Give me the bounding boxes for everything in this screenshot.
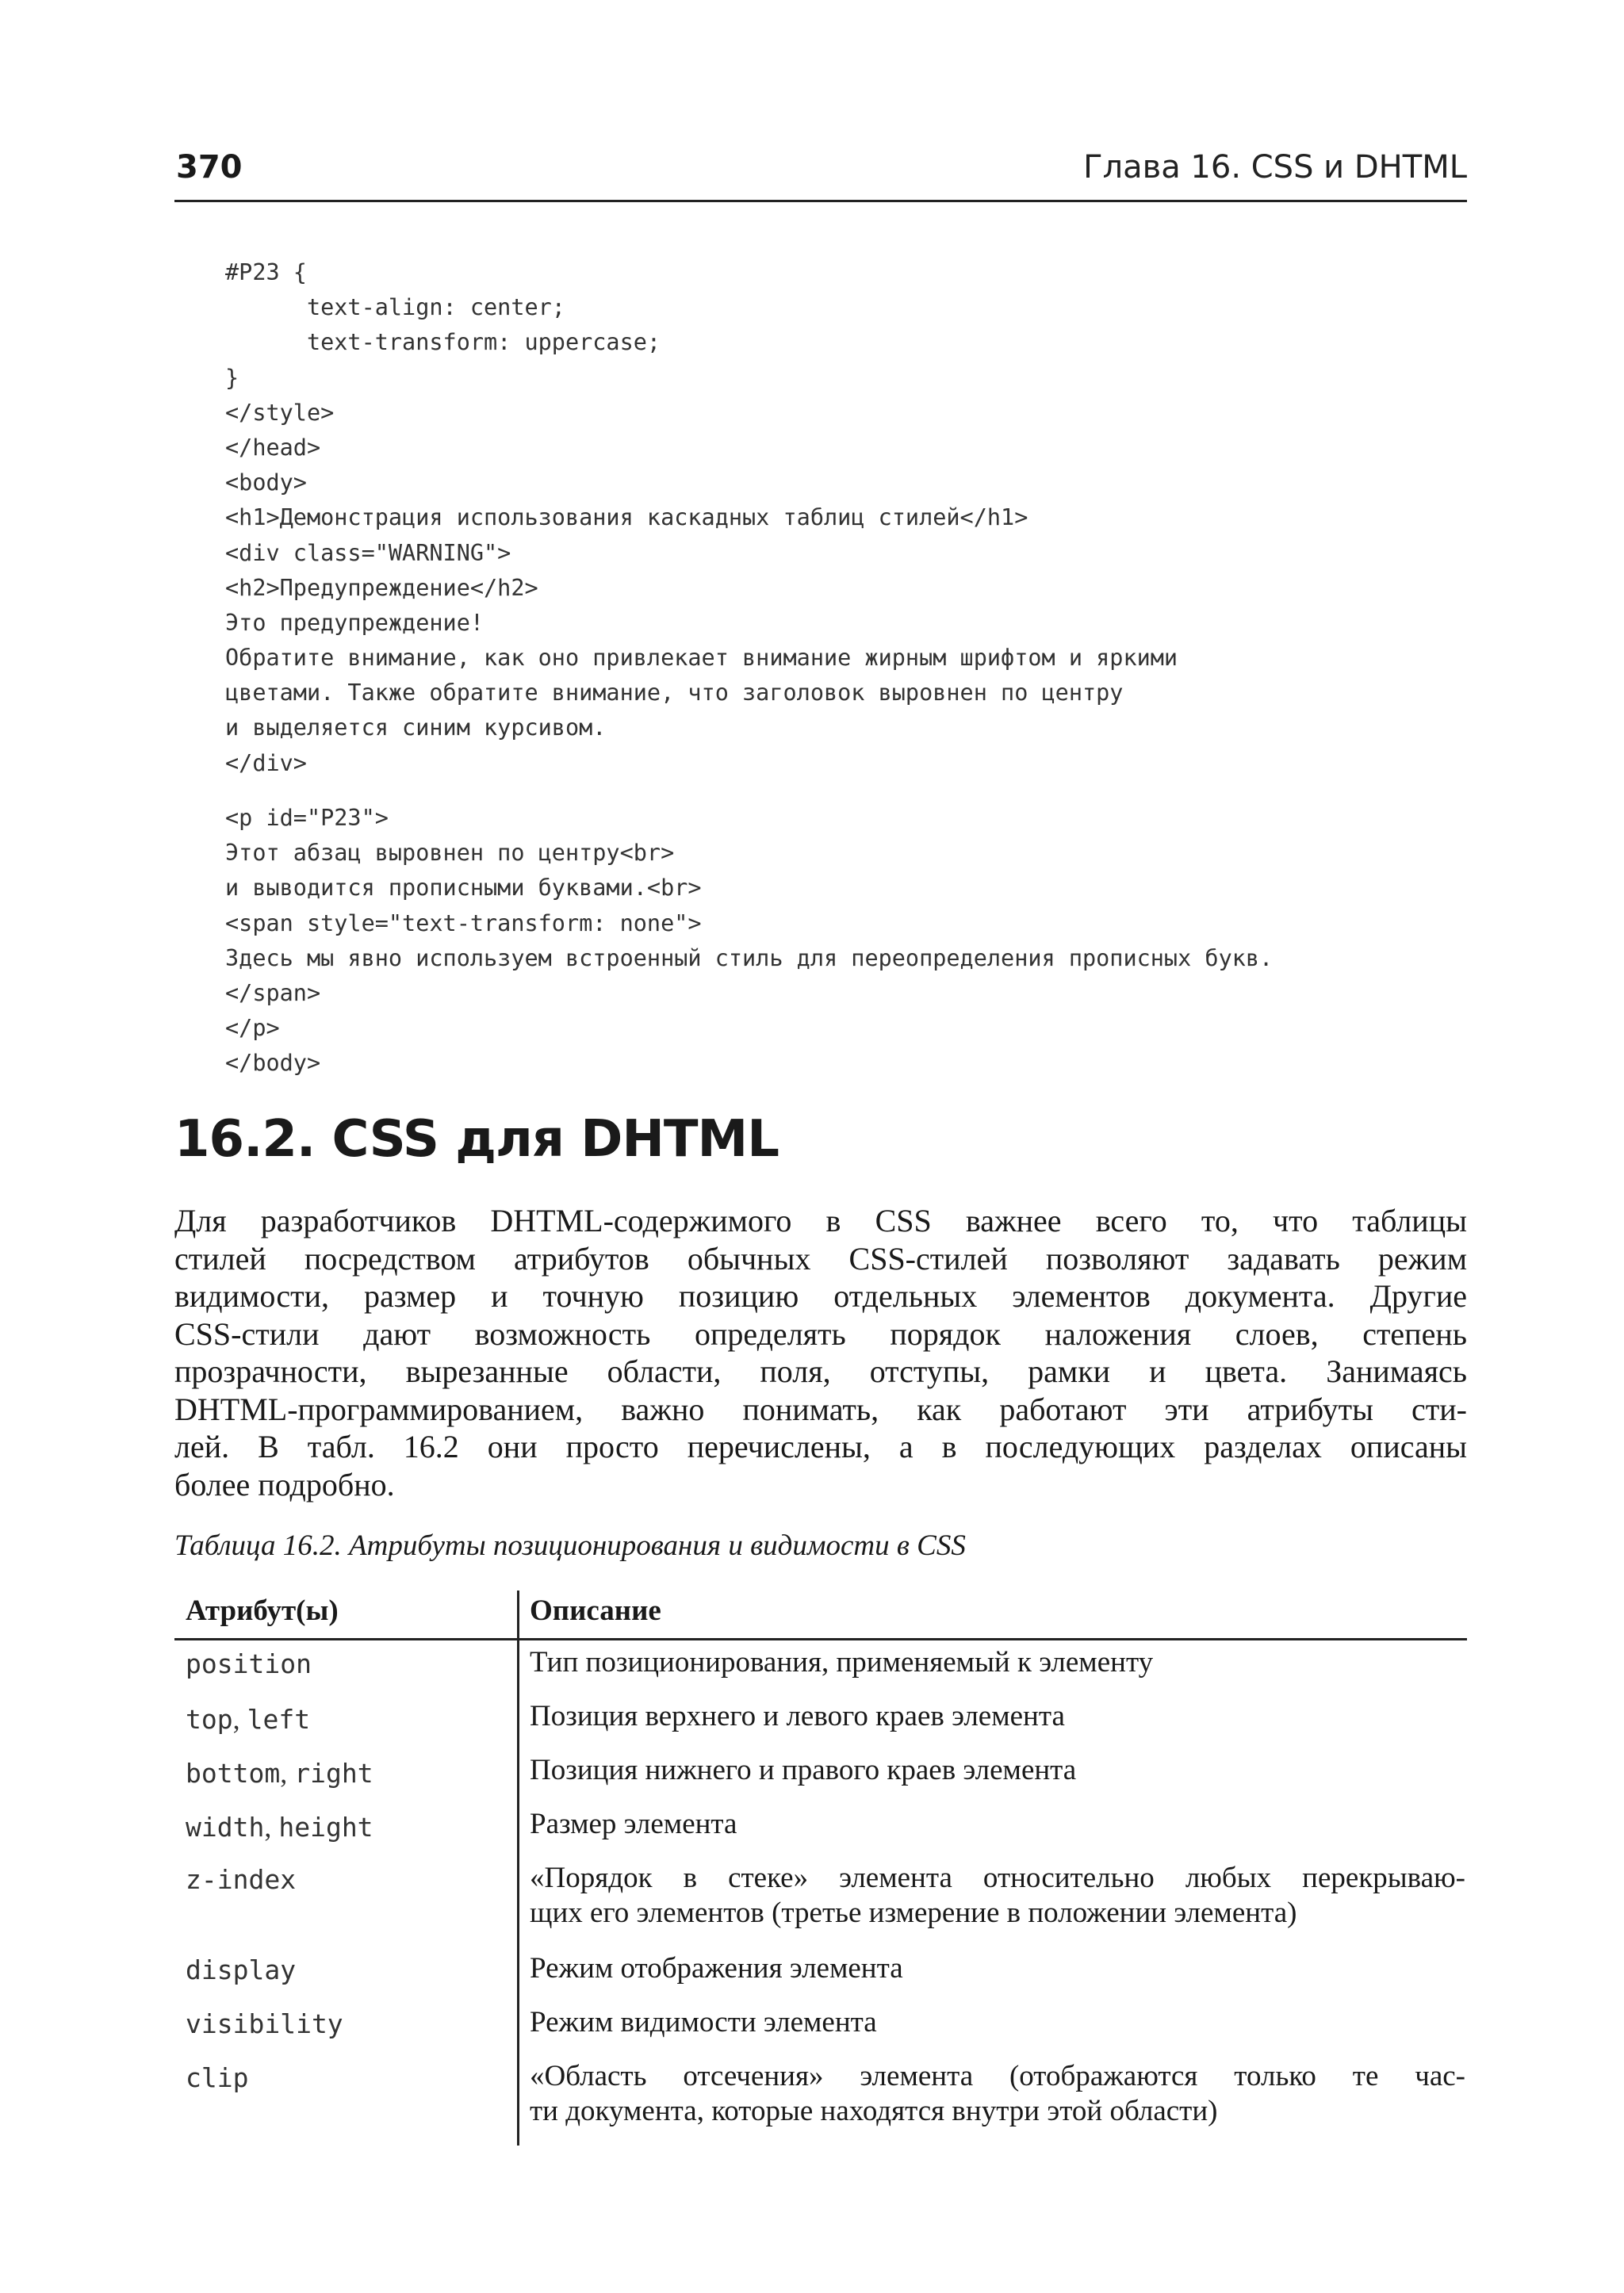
code-line: Этот абзац выровнен по центру<br> <box>225 840 675 867</box>
description-line: Режим видимости элемента <box>530 2006 877 2038</box>
code-line: <body> <box>225 469 307 496</box>
description-line: щих его элементов (третье измерение в положении элемента) <box>530 1897 1297 1929</box>
attribute-name: left <box>247 1704 311 1735</box>
description-line: ти документа, которые находятся внутри этой области) <box>530 2095 1218 2127</box>
attribute-name: z-index <box>186 1864 297 1895</box>
attribute-name: visibility <box>186 2008 343 2039</box>
description-cell <box>530 2059 1465 2129</box>
code-line: text-align: center; <box>225 294 565 321</box>
header-attributes: Атрибут(ы) <box>186 1594 339 1627</box>
attribute-cell: bottom, right <box>186 1757 373 1789</box>
paragraph-line: прозрачности, вырезанные области, поля, отступы, рамки и цвета. Занимаясь <box>174 1353 1467 1389</box>
description-cell <box>530 2005 1465 2040</box>
description-cell <box>530 1861 1465 1931</box>
description-cell <box>530 1645 1465 1680</box>
attribute-cell <box>186 2062 248 2093</box>
table-row <box>174 1694 1467 1748</box>
attribute-cell: top, left <box>186 1703 311 1735</box>
paragraph-line: CSS-стили дают возможность определять порядок наложения слоев, степень <box>174 1315 1467 1352</box>
attribute-cell <box>186 1864 296 1895</box>
code-line: <span style="text-transform: none"> <box>225 909 702 936</box>
description-line: Позиция нижнего и правого краев элемента <box>530 1754 1077 1786</box>
code-line: </style> <box>225 399 335 426</box>
code-line: цветами. Также обратите внимание, что заголовок выровнен по центру <box>225 679 1124 706</box>
table-header-row <box>174 1591 1467 1640</box>
code-line: и выводится прописными буквами.<br> <box>225 875 702 902</box>
attribute-name: bottom <box>186 1758 281 1789</box>
description-line: Режим отображения элемента <box>530 1952 903 1985</box>
running-title: Глава 16. CSS и DHTML <box>1083 149 1467 186</box>
code-line: </span> <box>225 979 321 1006</box>
table-row <box>174 1640 1467 1694</box>
page-number: 370 <box>176 149 243 186</box>
paragraph-line: DHTML-программированием, важно понимать, как работают эти атрибуты сти- <box>174 1391 1467 1427</box>
section-heading: 16.2. CSS для DHTML <box>174 1110 779 1169</box>
description-cell <box>530 1699 1465 1734</box>
description-cell <box>530 1753 1465 1788</box>
table-row <box>174 1947 1467 2000</box>
attribute-name: position <box>186 1648 312 1679</box>
code-line: Это предупреждение! <box>225 609 485 636</box>
attributes-table <box>174 1591 1467 2142</box>
paragraph-line: более подробно. <box>174 1466 395 1503</box>
attribute-name: width <box>186 1812 265 1843</box>
code-line: <div class="WARNING"> <box>225 539 511 566</box>
table-row <box>174 1748 1467 1802</box>
table-row <box>174 1856 1467 1947</box>
attribute-name: height <box>278 1812 373 1843</box>
table-row <box>174 2000 1467 2054</box>
description-line: «Порядок в стеке» элемента относительно любых перекрываю- <box>530 1862 1465 1894</box>
description-line: Позиция верхнего и левого краев элемента <box>530 1700 1065 1732</box>
attribute-cell: width, height <box>186 1811 373 1843</box>
code-line: и выделяется синим курсивом. <box>225 714 607 741</box>
attribute-cell <box>186 2008 343 2039</box>
code-line: Обратите внимание, как оно привлекает внимание жирным шрифтом и яркими <box>225 645 1178 672</box>
table-row <box>174 1802 1467 1856</box>
paragraph-line: Для разработчиков DHTML-содержимого в CSS важнее всего то, что таблицы <box>174 1203 1467 1238</box>
attribute-name: top <box>186 1704 233 1735</box>
description-line: Размер элемента <box>530 1808 737 1840</box>
header-description: Описание <box>530 1594 661 1627</box>
code-line: <h2>Предупреждение</h2> <box>225 574 538 601</box>
description-line: «Область отсечения» элемента (отображаются только те час- <box>530 2060 1465 2092</box>
attribute-cell <box>186 1954 296 1985</box>
body-paragraph <box>174 1202 1467 1503</box>
page-header <box>174 149 1467 202</box>
table-row <box>174 2054 1467 2142</box>
attribute-name: clip <box>186 2062 249 2093</box>
code-line: </head> <box>225 434 321 461</box>
description-line: Тип позиционирования, применяемый к элементу <box>530 1646 1154 1679</box>
code-line: </div> <box>225 749 307 776</box>
attribute-name: right <box>294 1758 373 1789</box>
code-line: <p id="P23"> <box>225 805 389 831</box>
attribute-cell <box>186 1648 312 1679</box>
code-line: </body> <box>225 1050 321 1077</box>
code-line: <h1>Демонстрация использования каскадных таблиц стилей</h1> <box>225 504 1028 531</box>
attribute-name: display <box>186 1954 297 1985</box>
code-line: #P23 { <box>225 259 307 285</box>
code-line: Здесь мы явно используем встроенный стиль для переопределения прописных букв. <box>225 944 1274 971</box>
paragraph-line: стилей посредством атрибутов обычных CSS-стилей позволяют задавать режим <box>174 1240 1467 1277</box>
code-line: } <box>225 364 239 391</box>
table-caption: Таблица 16.2. Атрибуты позиционирования и видимости в CSS <box>174 1529 966 1562</box>
code-line: text-transform: uppercase; <box>225 329 661 356</box>
code-listing-part-2 <box>225 801 1415 1081</box>
code-listing-part-1 <box>225 255 1415 781</box>
code-line: </p> <box>225 1015 280 1042</box>
paragraph-line: видимости, размер и точную позицию отдельных элементов документа. Другие <box>174 1278 1467 1314</box>
description-cell <box>530 1951 1465 1986</box>
description-cell <box>530 1807 1465 1842</box>
paragraph-line: лей. В табл. 16.2 они просто перечислены, а в последующих разделах описаны <box>174 1429 1467 1464</box>
